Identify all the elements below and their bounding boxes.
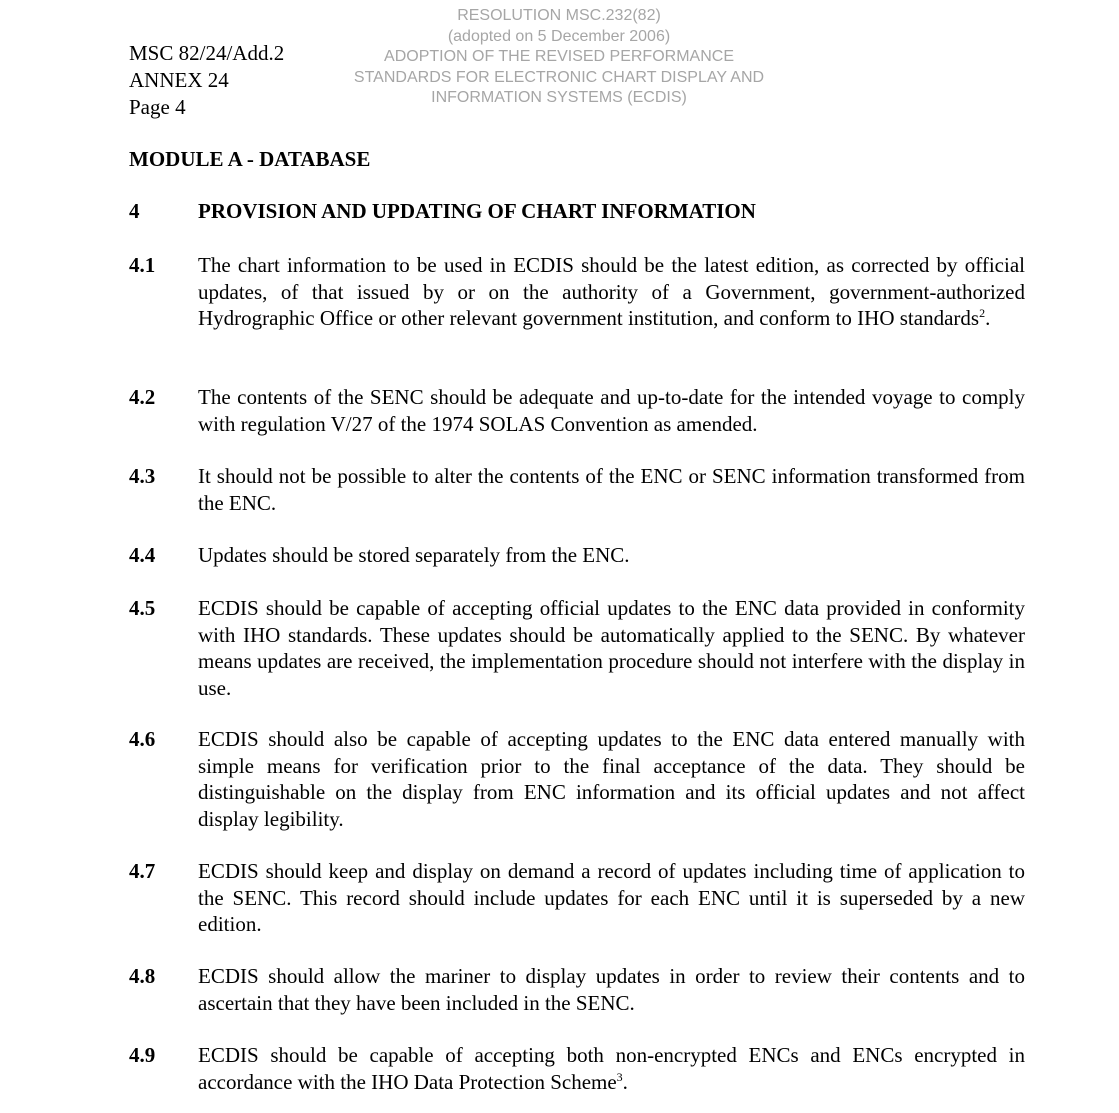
paragraph-number: 4.4 bbox=[129, 543, 156, 567]
paragraph-4-1 bbox=[129, 252, 1025, 332]
paragraph-4-3 bbox=[129, 463, 1025, 516]
paragraph-4-4 bbox=[129, 542, 1025, 569]
watermark-line-2: (adopted on 5 December 2006) bbox=[447, 27, 671, 45]
paragraph-4-5 bbox=[129, 595, 1025, 701]
paragraph-number: 4.3 bbox=[129, 464, 156, 488]
section-number: 4 bbox=[129, 199, 140, 223]
paragraph-text: ECDIS should also be capable of accepting updates to the ENC data entered manually with simple means for verification prior to the final acceptance of the data. They should be distinguishable on the display from ENC information and its official updates and not affect display legibility. bbox=[198, 727, 1025, 831]
resolution-watermark bbox=[320, 6, 798, 109]
watermark-line-1: RESOLUTION MSC.232(82) bbox=[457, 7, 661, 24]
section-title: PROVISION AND UPDATING OF CHART INFORMATION bbox=[198, 199, 756, 223]
paragraph-4-6 bbox=[129, 726, 1025, 832]
paragraph-text: Updates should be stored separately from the ENC. bbox=[198, 543, 630, 567]
watermark-line-3: ADOPTION OF THE REVISED PERFORMANCE bbox=[384, 48, 734, 66]
paragraph-text: The chart information to be used in ECDIS should be the latest edition, as corrected by official updates, of that issued by or on the authority of a Government, government-authorized Hydrographic Office or other relevant government institution, and conform to IHO standards$^2$. bbox=[198, 253, 1025, 330]
paragraph-4-8 bbox=[129, 963, 1025, 1016]
paragraph-number: 4.7 bbox=[129, 859, 156, 883]
doc-ref: MSC 82/24/Add.2 bbox=[129, 41, 285, 65]
paragraph-text: The contents of the SENC should be adequate and up-to-date for the intended voyage to comply with regulation V/27 of the 1974 SOLAS Convention as amended. bbox=[198, 385, 1025, 436]
paragraph-4-7 bbox=[129, 858, 1025, 938]
paragraph-text: ECDIS should be capable of accepting both non-encrypted ENCs and ENCs encrypted in accordance with the IHO Data Protection Scheme$^3$. bbox=[198, 1043, 1025, 1094]
watermark-line-4: STANDARDS FOR ELECTRONIC CHART DISPLAY AND bbox=[353, 68, 765, 86]
paragraph-number: 4.1 bbox=[129, 253, 156, 277]
paragraph-number: 4.2 bbox=[129, 385, 156, 409]
paragraph-number: 4.5 bbox=[129, 596, 156, 620]
paragraph-text: ECDIS should keep and display on demand a record of updates including time of application to the SENC. This record should include updates for each ENC until it is superseded by a new edition. bbox=[198, 859, 1025, 936]
paragraph-4-9 bbox=[129, 1042, 1025, 1095]
paragraph-number: 4.8 bbox=[129, 964, 156, 988]
document-header bbox=[129, 40, 284, 121]
annex-label: ANNEX 24 bbox=[129, 68, 229, 92]
paragraph-text: ECDIS should be capable of accepting official updates to the ENC data provided in conformity with IHO standards. These updates should be automatically applied to the SENC. By whatever means updates are received, the implementation procedure should not interfere with the display in use. bbox=[198, 596, 1025, 700]
paragraph-text: ECDIS should allow the mariner to display updates in order to review their contents and to ascertain that they have been included in the SENC. bbox=[198, 964, 1025, 1015]
footnote-ref: 3 bbox=[616, 1069, 623, 1084]
paragraph-number: 4.6 bbox=[129, 727, 156, 751]
paragraph-4-2 bbox=[129, 384, 1025, 437]
module-title: MODULE A - DATABASE bbox=[129, 147, 371, 171]
paragraph-number: 4.9 bbox=[129, 1043, 156, 1067]
watermark-line-5: INFORMATION SYSTEMS (ECDIS) bbox=[431, 89, 687, 107]
page-number: Page 4 bbox=[129, 95, 186, 119]
footnote-ref: 2 bbox=[979, 306, 986, 320]
paragraph-text: It should not be possible to alter the contents of the ENC or SENC information transformed from the ENC. bbox=[198, 464, 1025, 515]
